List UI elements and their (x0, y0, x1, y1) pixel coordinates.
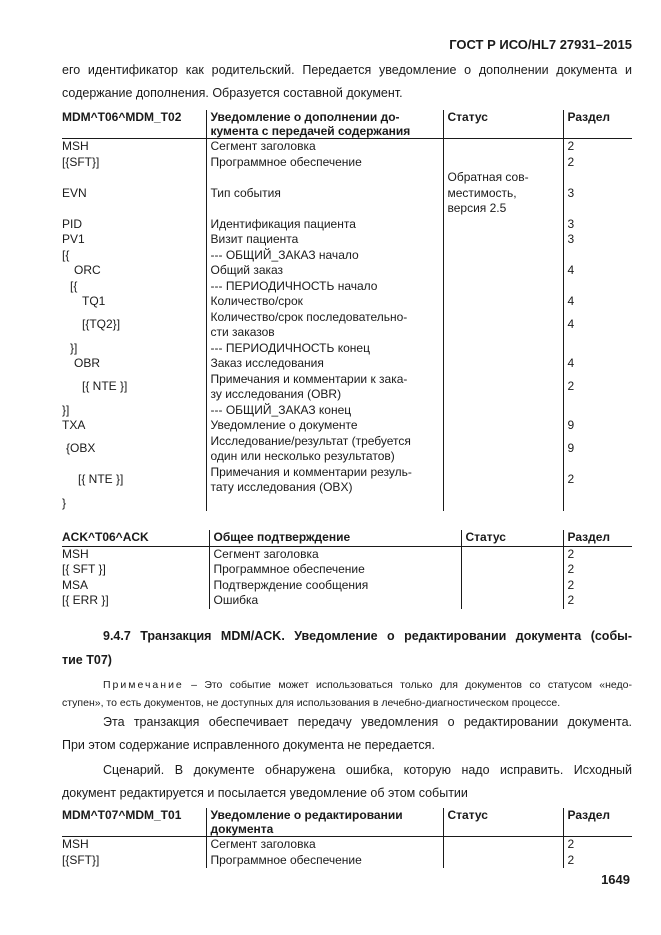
column-header-message: MDM^T07^MDM_T01 (62, 808, 206, 837)
column-header-description: Уведомление о редактировании документа (206, 808, 443, 837)
status-cell (443, 496, 563, 512)
description-cell: Количество/срок последовательно- сти заказов (206, 310, 443, 341)
segment-cell: }] (70, 340, 78, 355)
description-cell: Визит пациента (206, 232, 443, 248)
description-cell: Программное обеспечение (206, 155, 443, 171)
table-row (62, 546, 632, 562)
status-cell (443, 139, 563, 155)
heading-line: 9.4.7 Транзакция MDM/ACK. Уведомление о редактировании документа (собы- (103, 629, 632, 643)
note-paragraph (62, 676, 632, 712)
status-cell (443, 294, 563, 310)
segment-cell: MSH (62, 139, 89, 153)
section-cell (563, 341, 632, 357)
segment-cell: MSA (62, 577, 89, 592)
column-header-description: Общее подтверждение (209, 530, 461, 546)
status-cell (443, 232, 563, 248)
section-cell (563, 248, 632, 264)
table-row (62, 418, 632, 434)
note-line (62, 676, 632, 694)
section-cell: 4 (563, 310, 632, 341)
segment-cell: {OBX (66, 441, 96, 456)
section-cell: 2 (563, 139, 632, 155)
segment-cell: } (62, 495, 67, 510)
description-cell: Количество/срок (206, 294, 443, 310)
description-cell: Идентификация пациента (206, 217, 443, 233)
text-line: документ редактируется и посылается уведомление об этом событии (62, 785, 468, 800)
table-row (62, 170, 632, 217)
column-header-status: Статус (443, 808, 563, 837)
description-cell: Подтверждение сообщения (209, 578, 461, 594)
table-row (62, 372, 632, 403)
status-cell (443, 465, 563, 496)
table-row (62, 853, 632, 869)
segment-cell: [{ NTE }] (78, 472, 124, 487)
section-cell (563, 496, 632, 512)
status-cell (443, 248, 563, 264)
column-header-section: Раздел (563, 110, 632, 139)
section-cell: 2 (563, 155, 632, 171)
segment-cell: PV1 (62, 232, 85, 246)
table-row (62, 279, 632, 295)
description-cell (206, 496, 443, 512)
status-cell (443, 217, 563, 233)
description-cell: --- ОБЩИЙ_ЗАКАЗ начало (206, 248, 443, 264)
description-cell: --- ОБЩИЙ_ЗАКАЗ конец (206, 403, 443, 419)
table-row (62, 155, 632, 171)
description-cell: Тип события (206, 170, 443, 217)
table-header-row (62, 530, 632, 546)
section-cell: 9 (563, 418, 632, 434)
status-cell (443, 310, 563, 341)
description-cell: Ошибка (209, 593, 461, 609)
description-cell: Общий заказ (206, 263, 443, 279)
segment-cell: [{ SFT }] (62, 562, 106, 576)
status-cell (461, 593, 563, 609)
segment-cell: EVN (62, 185, 87, 200)
segment-cell: [{ (62, 247, 70, 262)
page-number: 1649 (601, 872, 630, 887)
table-row (62, 248, 632, 264)
column-header-message: ACK^T06^ACK (62, 530, 209, 546)
section-cell: 2 (563, 593, 632, 609)
section-cell: 2 (563, 578, 632, 594)
status-cell (443, 837, 563, 853)
segment-cell: [{ (70, 278, 78, 293)
text-line: содержание дополнения. Образуется составной документ. (62, 85, 403, 100)
text-line: Эта транзакция обеспечивает передачу уведомления о редактировании документа. (103, 714, 632, 729)
column-header-section: Раздел (563, 808, 632, 837)
table-row (62, 593, 632, 609)
status-cell: Обратная сов- местимость, версия 2.5 (443, 170, 563, 217)
column-header-message: MDM^T06^MDM_T02 (62, 110, 206, 139)
column-header-section: Раздел (563, 530, 632, 546)
column-header-status: Статус (443, 110, 563, 139)
segment-cell: OBR (74, 356, 101, 370)
description-cell: Исследование/результат (требуется один или несколько результатов) (206, 434, 443, 465)
status-cell (461, 546, 563, 562)
segment-cell: MSH (62, 837, 89, 851)
section-cell: 2 (563, 372, 632, 403)
description-cell: Примечания и комментарии к зака- зу исследования (OBR) (206, 372, 443, 403)
description-cell: --- ПЕРИОДИЧНОСТЬ конец (206, 341, 443, 357)
section-cell: 4 (563, 294, 632, 310)
section-heading (62, 624, 632, 672)
segment-cell: PID (62, 216, 83, 231)
table-row (62, 496, 632, 512)
intro-paragraph (62, 59, 632, 105)
status-cell (443, 434, 563, 465)
note-line: ступен», то есть документов, не доступных для использования в лечебно-диагностическом процессе. (62, 697, 561, 709)
table-row (62, 837, 632, 853)
segment-cell: [{SFT}] (62, 852, 100, 867)
description-cell: Сегмент заголовка (206, 139, 443, 155)
segment-cell: MSH (62, 546, 89, 561)
segment-cell: [{SFT}] (62, 154, 100, 169)
section-cell: 4 (563, 263, 632, 279)
description-cell: Уведомление о документе (206, 418, 443, 434)
message-structure-table-t06 (62, 110, 632, 511)
description-cell: Программное обеспечение (209, 562, 461, 578)
status-cell (461, 578, 563, 594)
table-row (62, 294, 632, 310)
message-structure-table-ack (62, 530, 632, 609)
table-row (62, 232, 632, 248)
description-cell: --- ПЕРИОДИЧНОСТЬ начало (206, 279, 443, 295)
table-header-row (62, 110, 632, 139)
description-cell: Примечания и комментарии резуль- тату исследования (OBX) (206, 465, 443, 496)
section-cell: 2 (563, 562, 632, 578)
segment-cell: [{ NTE }] (82, 379, 128, 394)
section-cell: 3 (563, 232, 632, 248)
section-cell: 2 (563, 546, 632, 562)
table-row (62, 403, 632, 419)
section-cell (563, 279, 632, 295)
description-cell: Заказ исследования (206, 356, 443, 372)
section-cell: 2 (563, 853, 632, 869)
table-row (62, 434, 632, 465)
segment-cell: [{TQ2}] (82, 317, 121, 332)
note-label: Примечание (103, 679, 184, 691)
section-cell: 4 (563, 356, 632, 372)
column-header-status: Статус (461, 530, 563, 546)
table-row (62, 217, 632, 233)
note-text: – Это событие может использоваться только для документов со статусом «недо- (183, 679, 632, 691)
status-cell (443, 403, 563, 419)
table-header-row (62, 808, 632, 837)
table-row (62, 310, 632, 341)
running-header: ГОСТ Р ИСО/HL7 27931–2015 (449, 37, 632, 52)
section-cell: 3 (563, 170, 632, 217)
segment-cell: [{ ERR }] (62, 593, 109, 607)
description-cell: Сегмент заголовка (206, 837, 443, 853)
scenario-paragraph (62, 759, 632, 805)
section-cell: 2 (563, 465, 632, 496)
description-cell: Сегмент заголовка (209, 546, 461, 562)
section-cell: 3 (563, 217, 632, 233)
segment-cell: ORC (74, 263, 101, 277)
table-row (62, 263, 632, 279)
text-line: Сценарий. В документе обнаружена ошибка, которую надо исправить. Исходный (103, 762, 632, 777)
status-cell (443, 279, 563, 295)
status-cell (461, 562, 563, 578)
status-cell (443, 372, 563, 403)
status-cell (443, 155, 563, 171)
column-header-description: Уведомление о дополнении до- кумента с передачей содержания (206, 110, 443, 139)
table-row (62, 356, 632, 372)
section-cell: 9 (563, 434, 632, 465)
message-structure-table-t07 (62, 808, 632, 868)
segment-cell: }] (62, 402, 70, 417)
table-row (62, 341, 632, 357)
heading-line: тие T07) (62, 653, 112, 667)
status-cell (443, 356, 563, 372)
status-cell (443, 853, 563, 869)
table-row (62, 562, 632, 578)
segment-cell: TQ1 (82, 294, 106, 308)
section-cell (563, 403, 632, 419)
text-line: При этом содержание исправленного документа не передается. (62, 737, 435, 752)
status-cell (443, 341, 563, 357)
segment-cell: TXA (62, 418, 86, 432)
status-cell (443, 263, 563, 279)
table-row (62, 465, 632, 496)
table-row (62, 578, 632, 594)
text-line: его идентификатор как родительский. Передается уведомление о дополнении документа и (62, 62, 632, 77)
table-row (62, 139, 632, 155)
status-cell (443, 418, 563, 434)
body-paragraph (62, 711, 632, 757)
section-cell: 2 (563, 837, 632, 853)
description-cell: Программное обеспечение (206, 853, 443, 869)
